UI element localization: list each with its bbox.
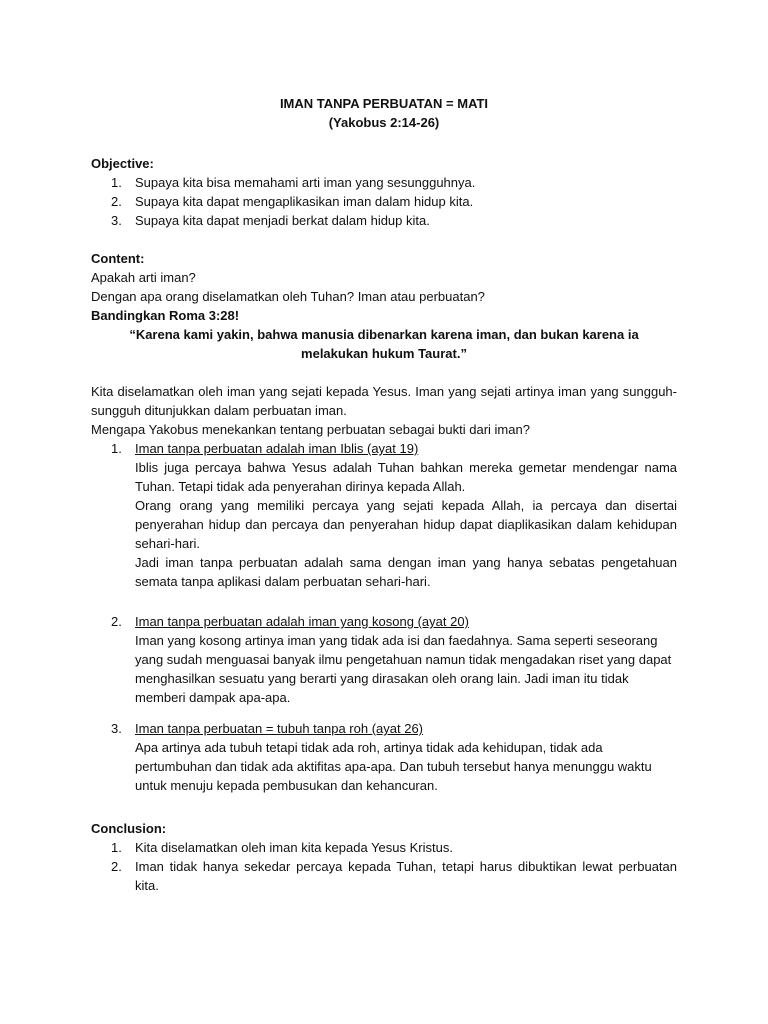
list-item: [91, 173, 677, 192]
body-paragraph: Mengapa Yakobus menekankan tentang perbuatan sebagai bukti dari iman?: [91, 422, 530, 437]
point-text: Iman yang kosong artinya iman yang tidak ada isi dan faedahnya. Sama seperti seseorang yang sudah menguasai banyak ilmu pengetahuan namun tidak mengadakan riset yang dapat menghasilkan sesuatu yang berarti yang dirasakan oleh orang lain. Jadi iman itu tidak memberi dampak apa-apa.: [135, 633, 672, 705]
objective-heading: Objective:: [91, 156, 154, 171]
list-item-text: Kita diselamatkan oleh iman kita kepada Yesus Kristus.: [135, 840, 453, 855]
question-text: Apakah arti iman?: [91, 270, 196, 285]
body-paragraph: Kita diselamatkan oleh iman yang sejati kepada Yesus. Iman yang sejati artinya iman yang sungguh-sungguh ditunjukkan dalam perbuatan iman.: [91, 384, 677, 418]
point-text: Iblis juga percaya bahwa Yesus adalah Tuhan bahkan mereka gemetar mendengar nama Tuhan. Tetapi tidak ada penyerahan dirinya kepada Allah.: [135, 460, 677, 494]
point-heading: Iman tanpa perbuatan = tubuh tanpa roh (ayat 26): [135, 721, 424, 736]
points-list: [91, 439, 677, 795]
document-title: IMAN TANPA PERBUATAN = MATI: [279, 96, 489, 111]
point-text: Jadi iman tanpa perbuatan adalah sama dengan iman yang hanya sebatas pengetahuan semata tanpa aplikasi dalam perbuatan sehari-hari.: [135, 555, 677, 589]
point-heading: Iman tanpa perbuatan adalah iman Iblis (ayat 19): [135, 441, 419, 456]
list-number: 2.: [111, 614, 122, 629]
list-item-text: Supaya kita bisa memahami arti iman yang sesungguhnya.: [135, 175, 476, 190]
list-item-text: Supaya kita dapat menjadi berkat dalam hidup kita.: [135, 213, 430, 228]
point-item: [91, 719, 677, 795]
list-item: [91, 838, 677, 857]
scripture-quote: “Karena kami yakin, bahwa manusia dibenarkan karena iman, dan bukan karena ia melakukan hukum Taurat.”: [129, 327, 639, 361]
point-heading: Iman tanpa perbuatan adalah iman yang kosong (ayat 20): [135, 614, 469, 629]
scripture-reference: (Yakobus 2:14-26): [328, 115, 440, 130]
list-number: 2.: [111, 859, 122, 874]
question-text: Dengan apa orang diselamatkan oleh Tuhan? Iman atau perbuatan?: [91, 289, 485, 304]
list-number: 2.: [111, 194, 122, 209]
list-item-text: Iman tidak hanya sekedar percaya kepada Tuhan, tetapi harus dibuktikan lewat perbuatan kita.: [135, 859, 677, 893]
conclusion-list: [91, 838, 677, 895]
list-number: 1.: [111, 441, 122, 456]
comparison-reference: Bandingkan Roma 3:28!: [91, 308, 240, 323]
point-item: [91, 612, 677, 707]
point-item: [91, 439, 677, 591]
list-item-text: Supaya kita dapat mengaplikasikan iman dalam hidup kita.: [135, 194, 474, 209]
point-text: Orang orang yang memiliki percaya yang sejati kepada Allah, ia percaya dan disertai penyerahan hidup dan percaya dan penyerahan hidup dapat diaplikasikan dalam kehidupan sehari-hari.: [135, 498, 677, 551]
conclusion-heading: Conclusion:: [91, 821, 167, 836]
list-number: 3.: [111, 721, 122, 736]
content-heading: Content:: [91, 251, 145, 266]
list-number: 3.: [111, 213, 122, 228]
list-item: [91, 192, 677, 211]
list-item: [91, 857, 677, 895]
list-item: [91, 211, 677, 230]
objective-list: [91, 173, 677, 230]
list-number: 1.: [111, 175, 122, 190]
point-text: Apa artinya ada tubuh tetapi tidak ada roh, artinya tidak ada kehidupan, tidak ada pertumbuhan dan tidak ada aktifitas apa-apa. Dan tubuh tersebut hanya menunggu waktu untuk menuju kepada pembusukan dan kehancuran.: [135, 740, 652, 793]
list-number: 1.: [111, 840, 122, 855]
